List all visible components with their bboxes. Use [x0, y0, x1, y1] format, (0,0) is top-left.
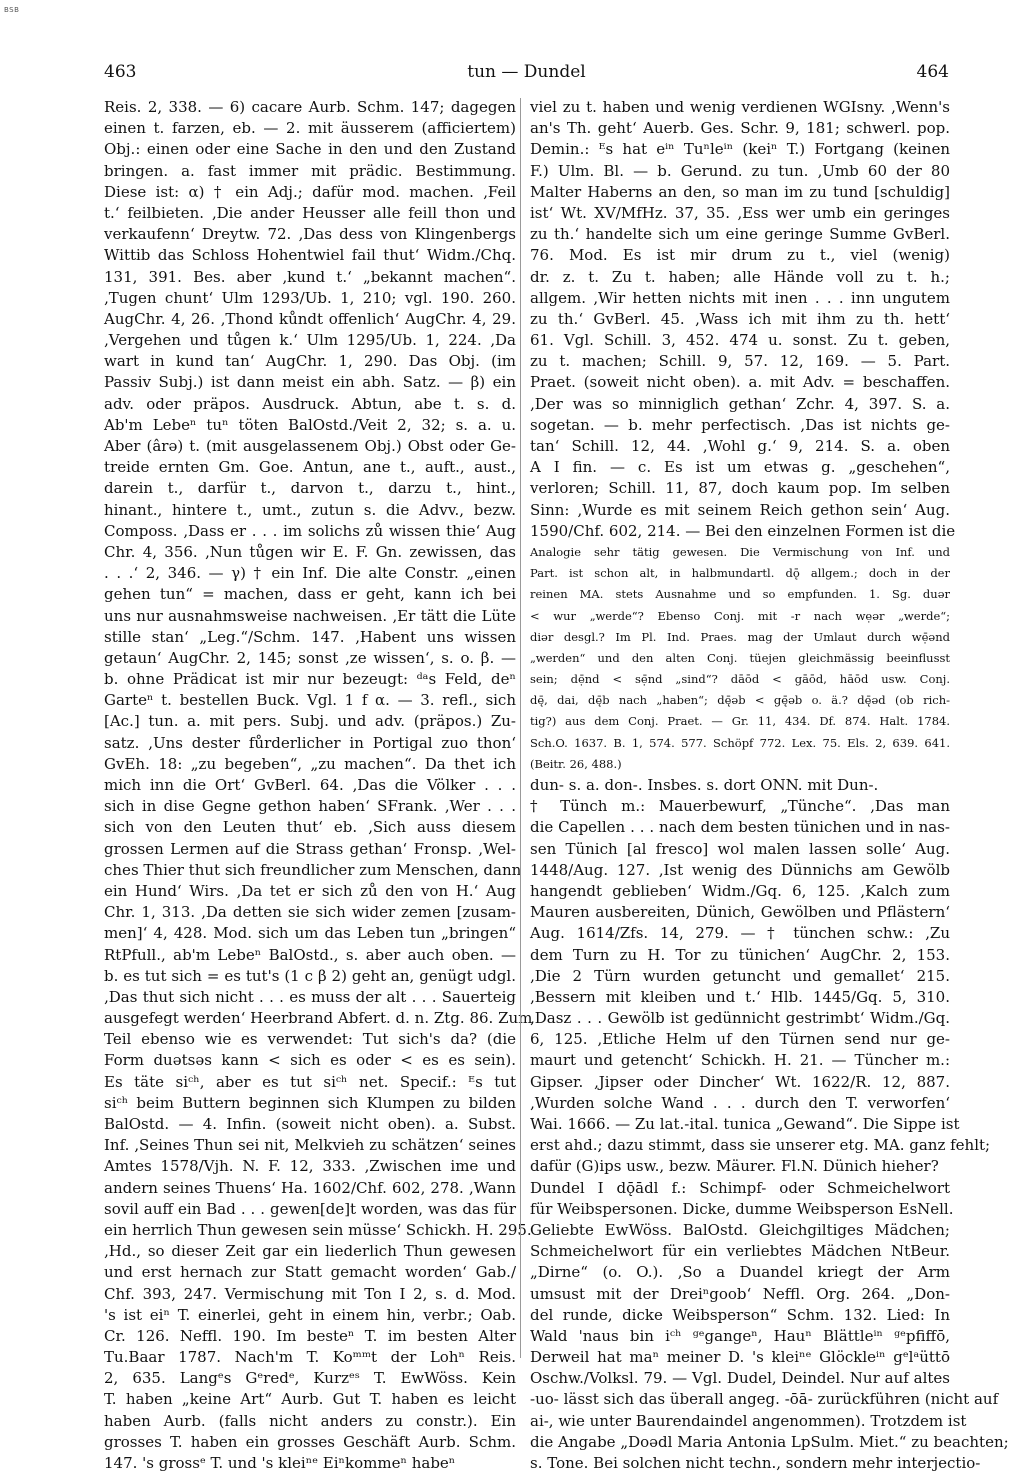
text-line: † Tünch m.: Mauerbewurf, „Tünche“. ‚Das man	[530, 797, 950, 816]
text-line: T. haben „keine Art“ Aurb. Gut T. haben es leicht	[104, 1390, 516, 1409]
text-line: ein Hund‘ Wirs. ‚Da tet er sich zů den von H.‘ Aug	[104, 881, 516, 900]
text-line: Obj.: einen oder eine Sache in den und den Zustand	[104, 140, 516, 159]
text-line: diər desgl.? Im Pl. Ind. Praes. mag der Umlaut durch wẹ̄ənd	[530, 629, 950, 644]
text-line: hangendt geblieben‘ Widm./Gq. 6, 125. ‚Kalch zum	[530, 881, 950, 900]
text-line: dr. z. t. Zu t. haben; alle Hände voll zu t. h.;	[530, 267, 950, 286]
text-line: Aug. 1614/Zfs. 14, 279. — † tünchen schw.: ‚Zu	[530, 924, 950, 943]
text-line: Malter Haberns an den, so man im zu tund [schuldig]	[530, 182, 950, 201]
text-line: umsust mit der Dreiⁿgoob‘ Neffl. Org. 264. „Don-	[530, 1284, 950, 1303]
text-line: Inf. ‚Seines Thun sei nit, Melkvieh zu schätzen‘ seines	[104, 1136, 516, 1155]
text-line: dun- s. a. don-. Insbes. s. dort ONN. mit Dun-.	[530, 776, 879, 794]
right-column	[530, 97, 1009, 1474]
text-line: „werden“ und den alten Conj. tüejen gleichmässig beeinflusst	[530, 650, 950, 665]
text-line: 147. 's grossᵉ T. und 's kleiⁿᵉ Eiⁿkommeⁿ habeⁿ	[104, 1454, 456, 1472]
text-line: „Dirne“ (o. O.). ‚So a Duandel kriegt der Arm	[530, 1263, 950, 1282]
text-line: RtPfull., ab'm Lebeⁿ BalOstd., s. aber auch oben. —	[104, 945, 516, 964]
text-line: grossen Lermen auf die Strass gethan‘ Fronsp. ‚Wel-	[104, 839, 516, 858]
text-line: ai-, wie unter Baurendaindel angenommen). Trotzdem ist	[530, 1411, 967, 1430]
text-line: Gipser. ‚Jipser oder Dincher‘ Wt. 1622/R. 12, 887.	[530, 1072, 950, 1091]
text-line: Aber (ârə) t. (mit ausgelassenem Obj.) Obst oder Ge-	[104, 437, 516, 455]
right-page-number: 464	[916, 62, 949, 82]
text-line: Tu.Baar 1787. Nach'm T. Koᵐᵐt der Lohⁿ Reis.	[104, 1348, 516, 1367]
text-line: s. Tone. Bei solchen nicht techn., sondern mehr interjectio-	[530, 1454, 981, 1472]
text-line: sovil auff ein Bad . . . gewen[de]t worden, was das für	[104, 1199, 516, 1218]
text-line: 6, 125. ‚Etliche Helm uf den Türnen send nur ge-	[530, 1030, 950, 1049]
text-line: ‚Hd., so dieser Zeit gar ein liederlich Thun gewesen	[104, 1242, 516, 1261]
text-line: Praet. (soweit nicht oben). a. mit Adv. = beschaffen.	[530, 373, 950, 392]
text-line: Passiv Subj.) ist dann meist ein abh. Satz. — β) ein	[104, 373, 516, 392]
text-line: Wald 'naus bin iᶜʰ ᵍᵉgangeⁿ, Hauⁿ Blättleⁱⁿ ᵍᵉpfiffō,	[530, 1326, 950, 1345]
text-line: die Angabe „Doədl Maria Antonia LpSulm. Miet.“ zu beachten;	[530, 1432, 1009, 1451]
text-line: ausgefegt werden‘ Heerbrand Abfert. d. n. Ztg. 86. Zum	[104, 1009, 533, 1028]
text-line: an's Th. geht‘ Auerb. Ges. Schr. 9, 181; schwerl. pop.	[530, 119, 950, 138]
text-line: Composs. ‚Dass er . . . im solichs zů wissen thie‘ Aug	[104, 521, 516, 540]
text-line: del runde, dicke Weibsperson“ Schm. 132. Lied: In	[530, 1305, 950, 1324]
text-line: BalOstd. — 4. Infin. (soweit nicht oben). a. Subst.	[104, 1115, 516, 1133]
text-line: . . .‘ 2, 346. — γ) † ein Inf. Die alte Constr. „einen	[104, 564, 516, 583]
library-stamp: BSB	[4, 6, 20, 14]
text-line: Chr. 1, 313. ‚Da detten sie sich wider zemen [zusam-	[104, 903, 516, 922]
text-line: 1590/Chf. 602, 214. — Bei den einzelnen Formen ist die	[530, 521, 956, 540]
text-line: bringen. a. fast immer mit prädic. Bestimmung.	[104, 161, 516, 180]
text-line: siᶜʰ beim Buttern beginnen sich Klumpen zu bilden	[104, 1093, 516, 1112]
text-line: hinant., hintere t., umt., zutun s. die Advv., bezw.	[104, 500, 516, 519]
text-line: Sch.O. 1637. B. 1, 574. 577. Schöpf 772. Lex. 75. Els. 2, 639. 641.	[530, 735, 950, 750]
text-line: Part. ist schon alt, in halbmundartl. dǭ allgem.; doch in der	[530, 566, 950, 581]
text-line: 131, 391. Bes. aber ‚kund t.‘ „bekannt machen“.	[104, 267, 516, 286]
text-line: die Capellen . . . nach dem besten tünichen und in nas-	[530, 818, 950, 837]
text-line: ‚Dasz . . . Gewölb ist gedünnicht gestrimbt‘ Widm./Gq.	[530, 1009, 950, 1028]
text-line: verkaufenn‘ Dreytw. 72. ‚Das dess von Klingenbergs	[104, 225, 516, 244]
text-line: haben Aurb. (falls nicht anders zu constr.). Ein	[104, 1411, 516, 1430]
text-line: dem Turn zu H. Tor zu tünichen‘ AugChr. 2, 153.	[530, 945, 950, 964]
text-line: Oschw./Volksl. 79. — Vgl. Dudel, Deindel. Nur auf altes	[530, 1369, 950, 1388]
text-line: Chr. 4, 356. ‚Nun tůgen wir E. F. Gn. zewissen, das	[104, 542, 516, 561]
text-line: < wur „werde“? Ebenso Conj. mit -r nach wẹər „werde“;	[530, 608, 950, 623]
text-line: ‚Die 2 Türn wurden getuncht und gemallet‘ 215.	[530, 966, 950, 985]
text-line: Amtes 1578/Vjh. N. F. 12, 333. ‚Zwischen ime und	[104, 1157, 516, 1176]
text-line: ‚Wurden solche Wand . . . durch den T. verworfen‘	[530, 1093, 950, 1112]
text-line: -uo- lässt sich das überall angeg. -ōā- zurückführen (nicht auf	[530, 1390, 999, 1409]
text-line: Mauren ausbereiten, Dünich, Gewölben und Pflästern‘	[530, 903, 950, 922]
text-line: Analogie sehr tätig gewesen. Die Vermischung von Inf. und	[530, 544, 950, 559]
text-line: grosses T. haben ein grosses Geschäft Aurb. Schm.	[104, 1432, 516, 1451]
text-line: maurt und getencht‘ Schickh. H. 21. — Tüncher m.:	[530, 1051, 950, 1070]
text-line: Diese ist: α) † ein Adj.; dafür mod. machen. ‚Feil	[104, 182, 516, 201]
text-line: ‚Tugen chunt‘ Ulm 1293/Ub. 1, 210; vgl. 190. 260.	[104, 288, 516, 307]
text-line: gehen tun“ = machen, dass er geht, kann ich bei	[104, 585, 516, 604]
page-header	[104, 62, 949, 86]
text-line: sogetan. — b. mehr perfectisch. ‚Das ist nichts ge-	[530, 415, 950, 434]
text-line: Reis. 2, 338. — 6) cacare Aurb. Schm. 147; dagegen	[104, 98, 516, 116]
text-line: 76. Mod. Es ist mir drum zu t., viel (wenig)	[530, 246, 950, 265]
text-line: wart in kund tan‘ AugChr. 1, 290. Das Obj. (im	[104, 352, 516, 371]
text-line: Derweil hat maⁿ meiner D. 's kleiⁿᵉ Glöckleⁱⁿ gᵉlᵃüttō	[530, 1348, 950, 1367]
text-line: Sinn: ‚Wurde es mit seinem Reich gethon sein‘ Aug.	[530, 500, 950, 519]
text-line: (Beitr. 26, 488.)	[530, 756, 622, 771]
text-line: treide ernten Gm. Goe. Antun, ane t., auft., aust.,	[104, 458, 516, 477]
text-line: und erst hernach zur Statt gemacht worden‘ Gab./	[104, 1263, 516, 1282]
left-page-number: 463	[104, 62, 137, 82]
text-line: Form duətsəs kann < sich es oder < es es sein).	[104, 1051, 516, 1070]
text-line: Garteⁿ t. bestellen Buck. Vgl. 1 f α. — 3. refl., sich	[104, 691, 516, 710]
text-line: ‚Vergehen und tůgen k.‘ Ulm 1295/Ub. 1, 224. ‚Da	[104, 331, 516, 350]
text-line: für Weibspersonen. Dicke, dumme Weibsperson EsNell.	[530, 1199, 954, 1218]
text-line: uns nur ausnahmsweise nachweisen. ‚Er tätt die Lüte	[104, 606, 516, 625]
text-line: 2, 635. Langᵉs Gᵉredᵉ, Kurzᵉˢ T. EwWöss. Kein	[104, 1369, 516, 1388]
text-line: allgem. ‚Wir hetten nichts mit inen . . . inn ungutem	[530, 288, 950, 307]
text-line: Chf. 393, 247. Vermischung mit Ton I 2, s. d. Mod.	[104, 1284, 516, 1303]
text-line: GvEh. 18: „zu begeben“, „zu machen“. Da thet ich	[104, 754, 516, 773]
text-line: Wai. 1666. — Zu lat.-ital. tunica „Gewand“. Die Sippe ist	[530, 1115, 960, 1133]
text-line: ches Thier thut sich freundlicher zum Menschen, dann	[104, 860, 522, 879]
text-line: satz. ‚Uns dester fůrderlicher in Portigal zuo thon‘	[104, 733, 516, 752]
text-line: sich von den Leuten thut‘ eb. ‚Sich auss diesem	[104, 818, 516, 837]
text-line: dafür (G)ips usw., bezw. Mäurer. Fl.N. Dünich hieher?	[530, 1157, 939, 1176]
text-line: Geliebte EwWöss. BalOstd. Gleichgiltiges Mädchen;	[530, 1220, 950, 1239]
text-line: Teil ebenso wie es verwendet: Tut sich's da? (die	[104, 1030, 516, 1049]
text-line: reinen MA. stets Ausnahme und so empfunden. 1. Sg. duər	[530, 587, 950, 602]
text-line: b. es tut sich = es tut's (1 c β 2) geht an, genügt udgl.	[104, 966, 516, 985]
text-line: Dundel I dǭādl f.: Schimpf- oder Schmeichelwort	[530, 1178, 950, 1197]
text-line: dę̄, dai, dę̄b nach „haben“; dę̄əb < gę̄əb o. ä.? dę̄əd (ob rich-	[530, 693, 950, 708]
text-line: sen Tünich [al fresco] wol malen lassen solle‘ Aug.	[530, 839, 950, 858]
text-line: verloren; Schill. 11, 87, doch kaum pop. Im selben	[530, 479, 950, 498]
text-line: Es täte siᶜʰ, aber es tut siᶜʰ net. Specif.: ᴱs tut	[104, 1072, 516, 1091]
text-line: tig?) aus dem Conj. Praet. — Gr. 11, 434. Df. 874. Halt. 1784.	[530, 714, 950, 729]
text-line: 61. Vgl. Schill. 3, 452. 474 u. sonst. Zu t. geben,	[530, 331, 950, 350]
text-line: men]‘ 4, 428. Mod. sich um das Leben tun „bringen“	[104, 924, 516, 943]
text-line: ein herrlich Thun gewesen sein müsse‘ Schickh. H. 295.	[104, 1220, 532, 1239]
text-line: zu th.‘ GvBerl. 45. ‚Wass ich mit ihm zu th. hett‘	[530, 309, 950, 328]
text-line: sein; dẹ̄nd < sẹ̄nd „sind“? dāōd < gāōd, hāōd usw. Conj.	[530, 672, 950, 687]
text-line: 1448/Aug. 127. ‚Ist wenig des Dünnichs am Gewölb	[530, 860, 950, 879]
text-line: F.) Ulm. Bl. — b. Gerund. zu tun. ‚Umb 60 der 80	[530, 161, 950, 180]
text-line: Ab'm Lebeⁿ tuⁿ töten BalOstd./Veit 2, 32; s. a. u.	[104, 415, 516, 434]
text-line: einen t. farzen, eb. — 2. mit äusserem (afficiertem)	[104, 119, 516, 138]
text-line: zu th.‘ handelte sich um eine geringe Summe GvBerl.	[530, 225, 950, 244]
text-line: viel zu t. haben und wenig verdienen WGIsny. ‚Wenn's	[530, 98, 950, 116]
text-line: tan‘ Schill. 12, 44. ‚Wohl g.‘ 9, 214. S. a. oben	[530, 437, 950, 455]
text-line: stille stan‘ „Leg.“/Schm. 147. ‚Habent uns wissen	[104, 627, 516, 646]
text-line: getaun‘ AugChr. 2, 145; sonst ‚ze wissen‘, s. o. β. —	[104, 648, 516, 667]
text-line: [Ac.] tun. a. mit pers. Subj. und adv. (präpos.) Zu-	[104, 712, 516, 731]
text-line: mich inn die Ort‘ GvBerl. 64. ‚Das die Völker . . .	[104, 776, 516, 794]
text-line: Wittib das Schloss Hohentwiel fail thut‘ Widm./Chq.	[104, 246, 516, 265]
text-line: erst ahd.; dazu stimmt, dass sie unserer etg. MA. ganz fehlt;	[530, 1136, 991, 1155]
text-line: Cr. 126. Neffl. 190. Im besteⁿ T. im besten Alter	[104, 1326, 516, 1345]
text-line: darein t., darfür t., darvon t., darzu t., hint.,	[104, 479, 516, 498]
left-column	[104, 97, 533, 1474]
running-title: tun — Dundel	[467, 62, 586, 82]
text-line: andern seines Thuens‘ Ha. 1602/Chf. 602, 278. ‚Wann	[104, 1178, 516, 1197]
text-line: t.‘ feilbieten. ‚Die ander Heusser alle feill thon und	[104, 203, 516, 222]
text-line: A I fin. — c. Es ist um etwas g. „geschehen“,	[530, 458, 950, 477]
text-line: b. ohne Prädicat ist mir nur bezeugt: ᵈᵃs Feld, deⁿ	[104, 670, 516, 689]
column-divider	[520, 98, 521, 1358]
text-line: ist‘ Wt. XV/MfHz. 37, 35. ‚Ess wer umb ein geringes	[530, 203, 950, 222]
text-line: adv. oder präpos. Ausdruck. Abtun, abe t. s. d.	[104, 394, 516, 413]
text-line: zu t. machen; Schill. 9, 57. 12, 169. — 5. Part.	[530, 352, 950, 371]
text-line: AugChr. 4, 26. ‚Thond kůndt offenlich‘ AugChr. 4, 29.	[104, 309, 516, 328]
text-line: 's ist eiⁿ T. einerlei, geht in einem hin, verbr.; Oab.	[104, 1305, 516, 1324]
text-line: ‚Bessern mit kleiben und t.‘ Hlb. 1445/Gq. 5, 310.	[530, 987, 950, 1006]
text-line: ‚Das thut sich nicht . . . es muss der alt . . . Sauerteig	[104, 987, 516, 1006]
text-line: Demin.: ᴱs hat eⁱⁿ Tuⁿleⁱⁿ (keiⁿ T.) Fortgang (keinen	[530, 140, 950, 159]
text-line: Schmeichelwort für ein verliebtes Mädchen NtBeur.	[530, 1242, 950, 1261]
text-line: sich in dise Gegne gethon haben‘ SFrank. ‚Wer . . .	[104, 797, 516, 816]
text-line: ‚Der was so minniglich gethan‘ Zchr. 4, 397. S. a.	[530, 394, 950, 413]
